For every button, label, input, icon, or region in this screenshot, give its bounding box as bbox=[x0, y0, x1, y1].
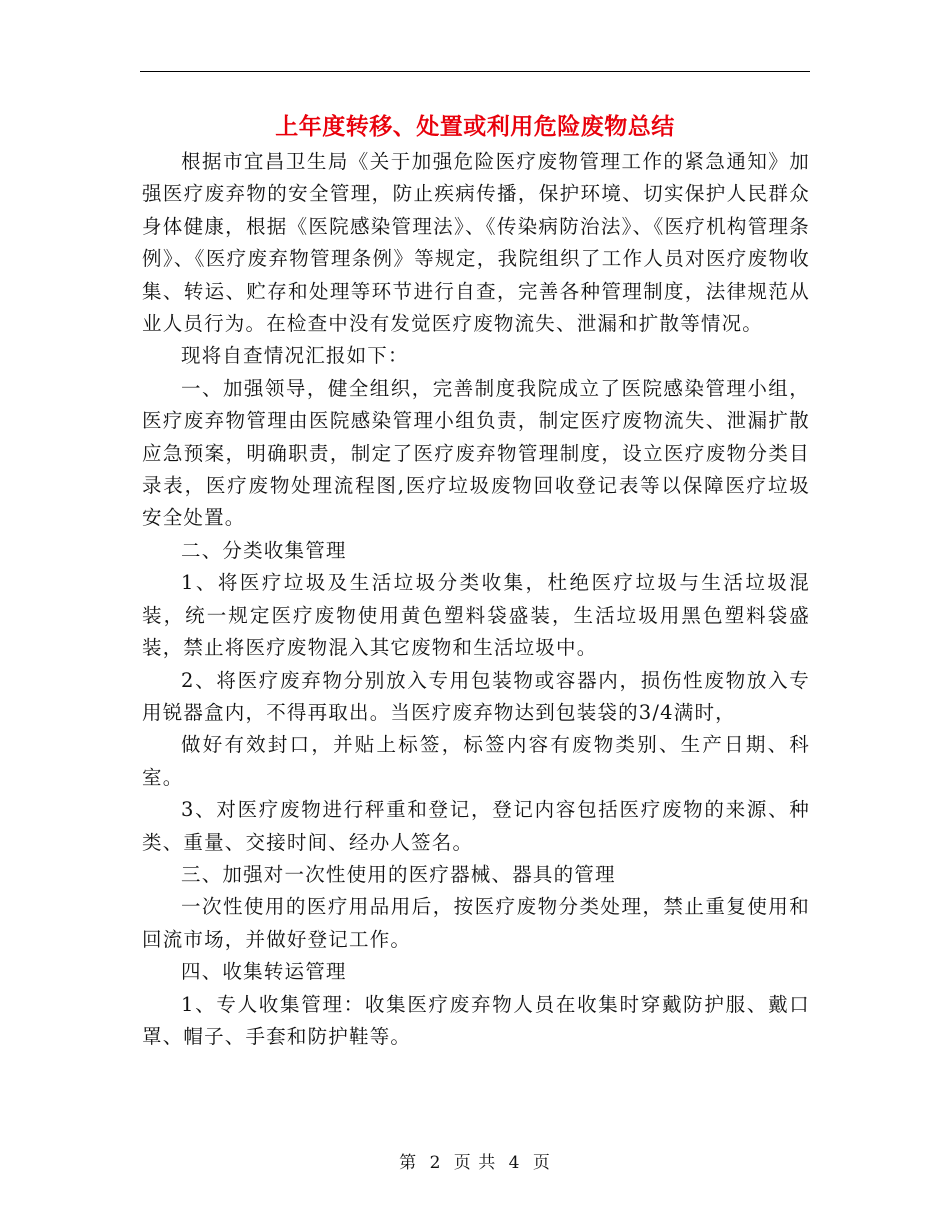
document-title: 上年度转移、处置或利用危险废物总结 bbox=[275, 113, 675, 140]
paragraph-item-2-2-cont: 做好有效封口，并贴上标签，标签内容有废物类别、生产日期、科室。 bbox=[142, 733, 810, 789]
heading-section-3: 三、加强对一次性使用的医疗器械、器具的管理 bbox=[181, 862, 616, 886]
header-rule bbox=[140, 71, 810, 72]
document-body bbox=[142, 146, 810, 1053]
paragraph-section-1: 一、加强领导，健全组织，完善制度我院成立了医院感染管理小组，医疗废弃物管理由医院感染管理小组负责，制定医疗废物流失、泄漏扩散应急预案，明确职责，制定了医疗废弃物管理制度，设立医疗废物分类目录表，医疗废物处理流程图,医疗垃圾废物回收登记表等以保障医疗垃圾安全处置。 bbox=[142, 376, 810, 530]
paragraph-item-2-3: 3、对医疗废物进行秤重和登记，登记内容包括医疗废物的来源、种类、重量、交接时间、经办人签名。 bbox=[142, 798, 810, 854]
paragraph-section-3: 一次性使用的医疗用品用后，按医疗废物分类处理，禁止重复使用和回流市场，并做好登记工作。 bbox=[142, 895, 810, 951]
page-footer bbox=[0, 1150, 950, 1176]
heading-section-4: 四、收集转运管理 bbox=[181, 960, 347, 984]
heading-section-2: 二、分类收集管理 bbox=[181, 538, 347, 562]
paragraph-report-lead: 现将自查情况汇报如下： bbox=[181, 344, 409, 368]
footer-suffix: 页 bbox=[532, 1153, 551, 1173]
footer-prefix: 第 bbox=[399, 1153, 418, 1173]
footer-page-number: 2 bbox=[429, 1153, 442, 1173]
paragraph-intro: 根据市宜昌卫生局《关于加强危险医疗废物管理工作的紧急通知》加强医疗废弃物的安全管理，防止疾病传播，保护环境、切实保护人民群众身体健康，根据《医院感染管理法》、《传染病防治法》、《医疗机构管理条例》、《医疗废弃物管理条例》等规定，我院组织了工作人员对医疗废物收集、转运、贮存和处理等环节进行自查，完善各种管理制度，法律规范从业人员行为。在检查中没有发觉医疗废物流失、泄漏和扩散等情况。 bbox=[142, 150, 810, 336]
paragraph-item-4-1: 1、专人收集管理：收集医疗废弃物人员在收集时穿戴防护服、戴口罩、帽子、手套和防护鞋等。 bbox=[142, 992, 810, 1048]
paragraph-item-2-1: 1、将医疗垃圾及生活垃圾分类收集，杜绝医疗垃圾与生活垃圾混装，统一规定医疗废物使用黄色塑料袋盛装，生活垃圾用黑色塑料袋盛装，禁止将医疗废物混入其它废物和生活垃圾中。 bbox=[142, 571, 810, 660]
footer-middle: 页 共 bbox=[453, 1153, 497, 1173]
paragraph-item-2-2: 2、将医疗废弃物分别放入专用包装物或容器内，损伤性废物放入专用锐器盒内，不得再取出。当医疗废弃物达到包装袋的3/4满时， bbox=[142, 668, 810, 724]
footer-total-pages: 4 bbox=[508, 1153, 521, 1173]
